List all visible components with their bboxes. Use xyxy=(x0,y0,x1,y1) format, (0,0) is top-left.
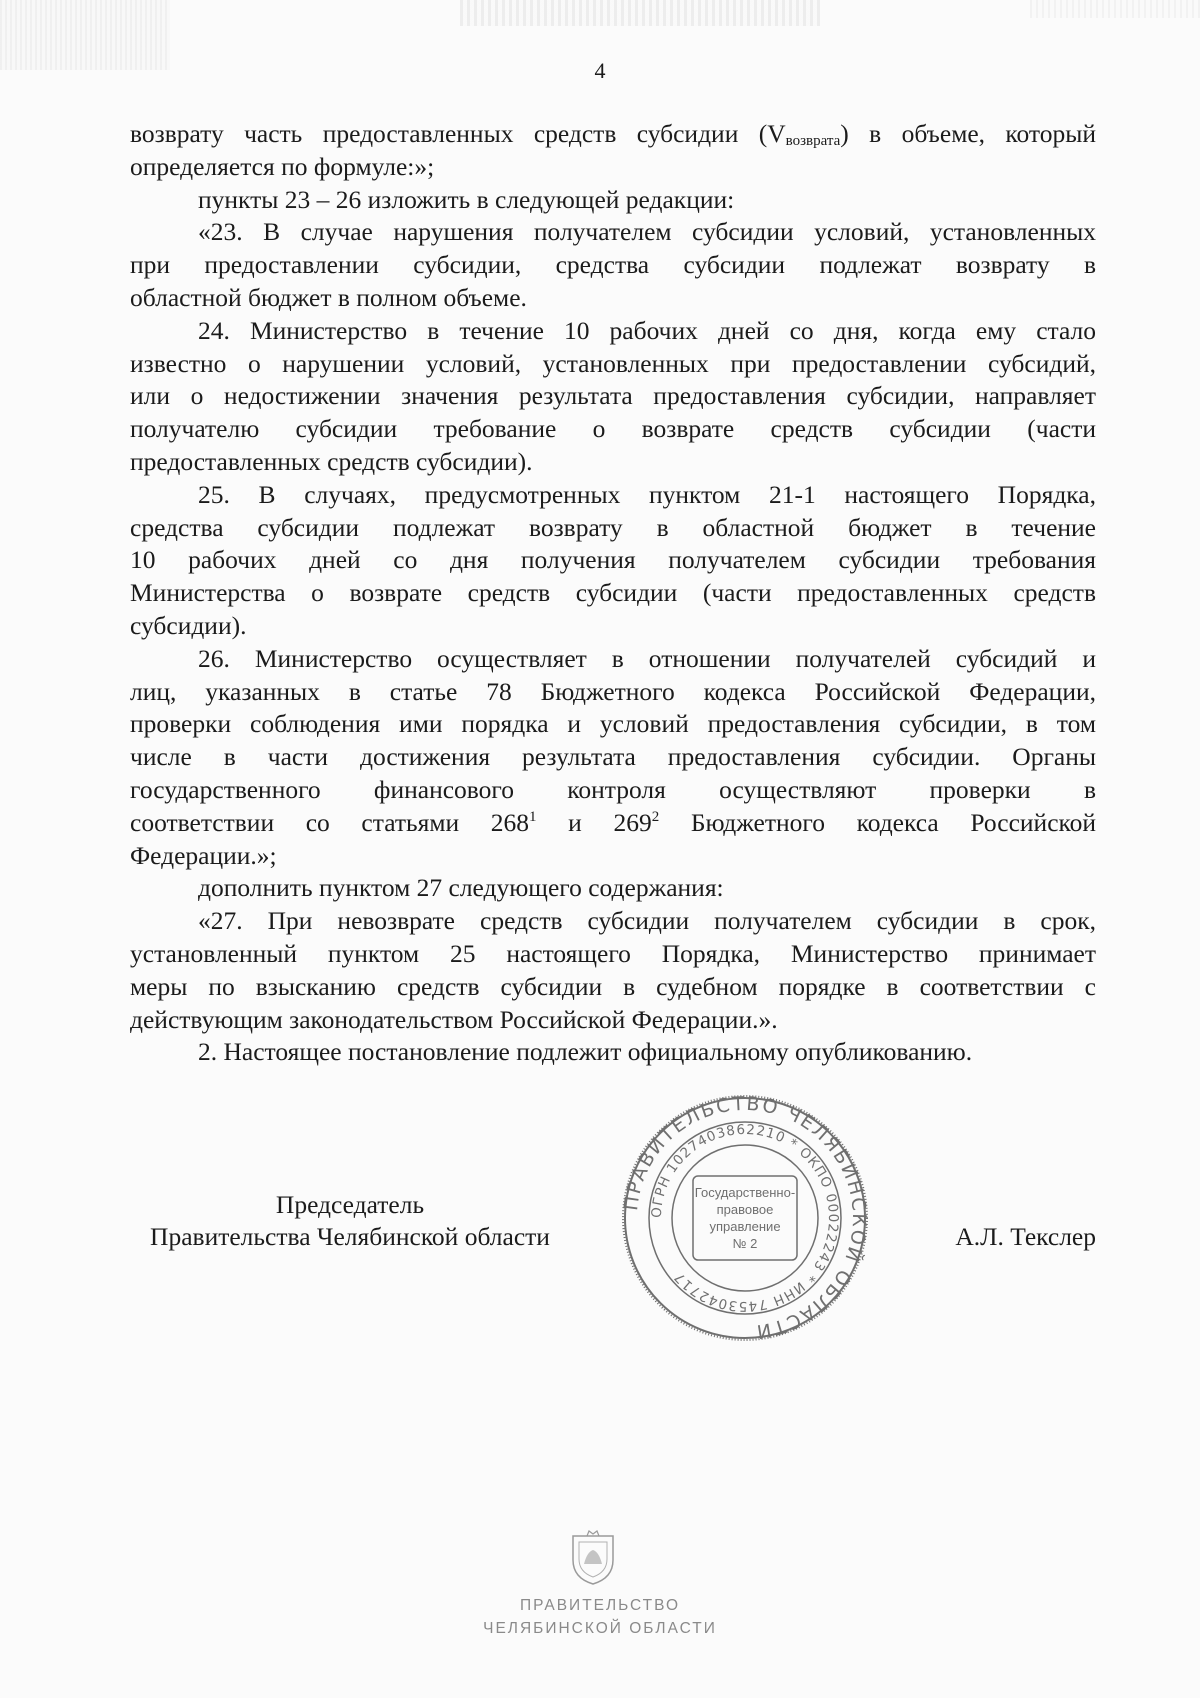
subscript: возврата xyxy=(785,133,841,149)
seal-center-line: № 2 xyxy=(732,1236,758,1251)
official-seal xyxy=(620,1093,870,1343)
scan-artifact xyxy=(460,0,820,26)
signatory-position xyxy=(130,1189,570,1253)
line-text: действующим законодательством Российской Федерации.». xyxy=(130,1004,778,1034)
line-text: 25. В случаях, предусмотренных пунктом 21-1 настоящего Порядка, xyxy=(198,479,1096,509)
paragraph-line xyxy=(130,216,1096,249)
line-text: 2. Настоящее постановление подлежит официальному опубликованию. xyxy=(198,1037,973,1067)
paragraph-line xyxy=(130,446,1096,479)
paragraph-line xyxy=(130,544,1096,577)
line-text: при предоставлении субсидии, средства субсидии подлежат возврату в xyxy=(130,250,1096,280)
paragraph-line xyxy=(130,315,1096,348)
paragraph-line xyxy=(130,610,1096,643)
signatory-name: А.Л. Текслер xyxy=(955,1222,1096,1251)
line-text: средства субсидии подлежат возврату в областной бюджет в течение xyxy=(130,512,1096,542)
paragraph-line xyxy=(130,1004,1096,1037)
paragraph-line xyxy=(130,676,1096,709)
line-text: или о недостижении значения результата предоставления субсидии, направляет xyxy=(130,381,1096,411)
line-text: областной бюджет в полном объеме. xyxy=(130,282,527,312)
footer xyxy=(0,1594,1200,1640)
seal-outer-text: ПРАВИТЕЛЬСТВО ЧЕЛЯБИНСКОЙ ОБЛАСТИ xyxy=(620,1093,870,1343)
line-text: получателю субсидии требование о возврате средств субсидии (части xyxy=(130,414,1096,444)
paragraph-line xyxy=(130,184,1096,217)
paragraph-line xyxy=(130,151,1096,184)
paragraph-line xyxy=(130,348,1096,381)
line-text: 10 рабочих дней со дня получения получателем субсидии требования xyxy=(130,545,1096,575)
line-text: меры по взысканию средств субсидии в судебном порядке в соответствии с xyxy=(130,971,1096,1001)
line-text: государственного финансового контроля осуществляют проверки в xyxy=(130,774,1096,804)
paragraph-line xyxy=(130,774,1096,807)
line-text: определяется по формуле:»; xyxy=(130,151,435,181)
line-text: «27. При невозврате средств субсидии получателем субсидии в срок, xyxy=(198,906,1096,936)
paragraph-line xyxy=(130,479,1096,512)
seal-center-line: правовое xyxy=(716,1202,774,1217)
signatory-position-line: Правительства Челябинской области xyxy=(150,1222,550,1251)
line-text: Министерства о возврате средств субсидии (части предоставленных средств xyxy=(130,578,1096,608)
paragraph-line xyxy=(130,807,1096,840)
paragraph-line xyxy=(130,282,1096,315)
paragraph-line xyxy=(130,1036,1096,1069)
line-text: Федерации.»; xyxy=(130,840,277,870)
paragraph-line xyxy=(130,249,1096,282)
signatory-position-line: Председатель xyxy=(275,1190,425,1219)
paragraph-line xyxy=(130,708,1096,741)
paragraph-line xyxy=(130,872,1096,905)
paragraph-line xyxy=(130,905,1096,938)
paragraph-line xyxy=(130,577,1096,610)
coat-of-arms-icon xyxy=(569,1530,617,1586)
scan-artifact xyxy=(1030,0,1200,18)
line-text: установленный пунктом 25 настоящего Порядка, Министерство принимает xyxy=(130,938,1096,968)
line-text: дополнить пунктом 27 следующего содержания: xyxy=(198,873,724,903)
paragraph-line xyxy=(130,938,1096,971)
paragraph-line xyxy=(130,512,1096,545)
document-body xyxy=(130,118,1096,1069)
line-text: 24. Министерство в течение 10 рабочих дней со дня, когда ему стало xyxy=(198,315,1096,345)
line-text: числе в части достижения результата предоставления субсидии. Органы xyxy=(130,742,1096,772)
line-text: ) в объеме, который xyxy=(840,119,1096,148)
page-number: 4 xyxy=(594,58,606,83)
seal-ring-text: ОГРН 1027403862210 * ОКПО 00022243 * ИНН 7453042717 xyxy=(648,1121,842,1315)
footer-line: ЧЕЛЯБИНСКОЙ ОБЛАСТИ xyxy=(483,1620,717,1637)
line-text: пункты 23 – 26 изложить в следующей редакции: xyxy=(198,184,735,214)
paragraph-line xyxy=(130,971,1096,1004)
line-text: возврату часть предоставленных средств субсидии (V xyxy=(130,119,786,148)
paragraph-line xyxy=(130,380,1096,413)
line-text: предоставленных средств субсидии). xyxy=(130,446,533,476)
superscript: 2 xyxy=(651,808,660,825)
paragraph-line xyxy=(130,413,1096,446)
paragraph-line xyxy=(130,118,1096,151)
line-text: проверки соблюдения ими порядка и условий предоставления субсидии, в том xyxy=(130,709,1096,739)
paragraph-line xyxy=(130,643,1096,676)
line-text: 26. Министерство осуществляет в отношении получателей субсидий и xyxy=(198,643,1096,673)
seal-center-line: управление xyxy=(709,1219,781,1234)
svg-text:ОГРН 1027403862210 * ОКПО 0002 xyxy=(649,1122,841,1314)
paragraph-line xyxy=(130,741,1096,774)
line-text: Бюджетного кодекса Российской xyxy=(659,807,1097,837)
paragraph-line xyxy=(130,840,1096,873)
line-text: соответствии со статьями 268 xyxy=(130,807,530,837)
line-text: субсидии). xyxy=(130,610,247,640)
line-text: и 269 xyxy=(536,807,652,837)
line-text: «23. В случае нарушения получателем субсидии условий, установленных xyxy=(198,217,1096,247)
footer-line: ПРАВИТЕЛЬСТВО xyxy=(519,1597,681,1614)
superscript: 1 xyxy=(529,808,537,825)
line-text: известно о нарушении условий, установленных при предоставлении субсидий, xyxy=(130,348,1096,378)
seal-center-line: Государственно- xyxy=(694,1185,796,1200)
line-text: лиц, указанных в статье 78 Бюджетного кодекса Российской Федерации, xyxy=(130,676,1096,706)
